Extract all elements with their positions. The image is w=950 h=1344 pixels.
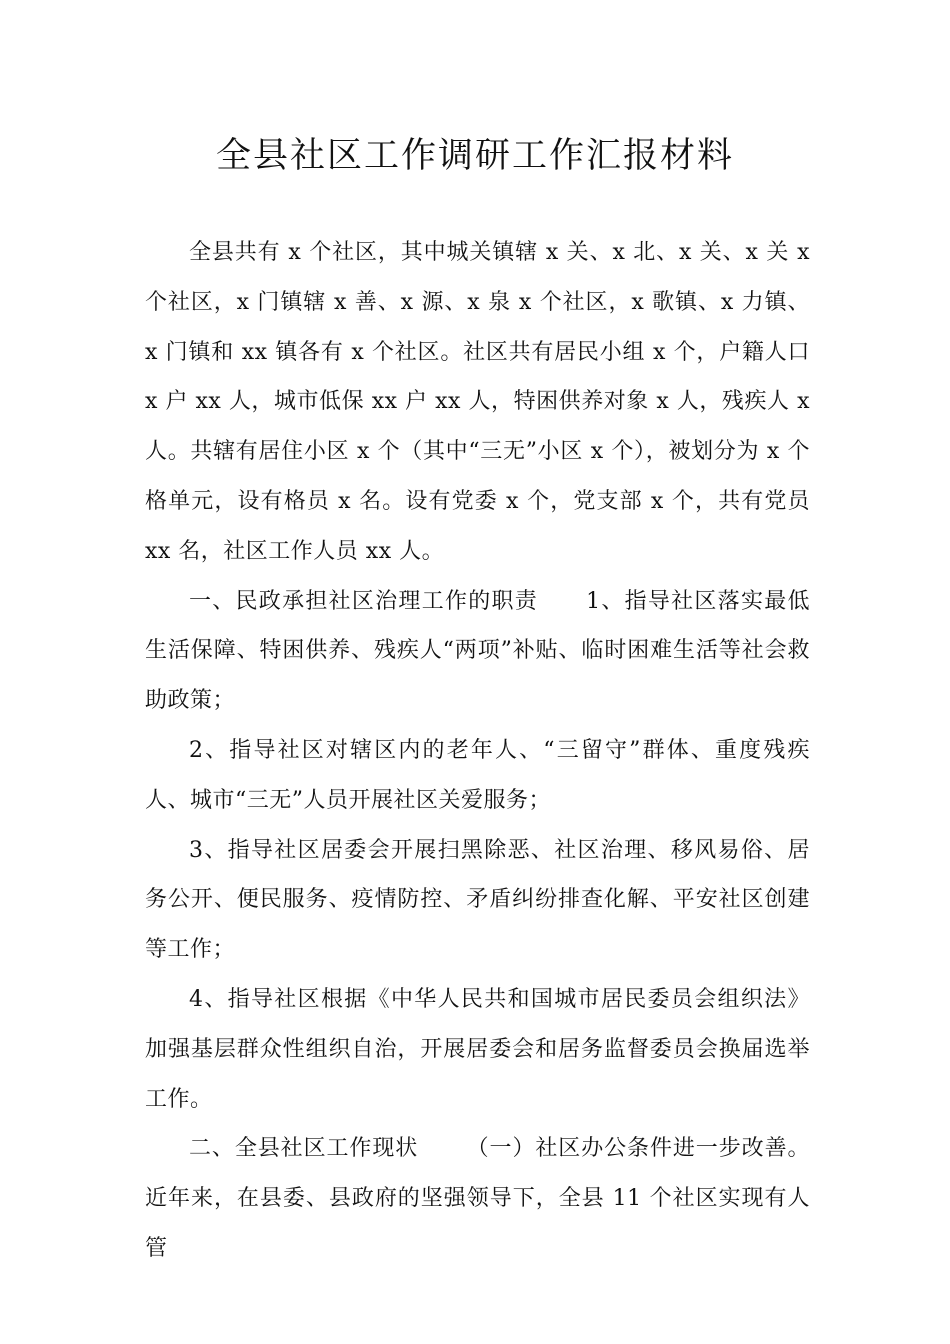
paragraph-section-2 [145, 1124, 810, 1273]
paragraph-duty-2: 2、指导社区对辖区内的老年人、“三留守”群体、重度残疾人、城市“三无”人员开展社区关爱服务； [145, 737, 810, 813]
section-heading: 一、民政承担社区治理工作的职责 [189, 588, 539, 614]
paragraph-text: （一）社区办公条件进一步改善。近年来，在县委、县政府的坚强领导下，全县 11 个社区实现有人管 [145, 1136, 810, 1261]
paragraph-duty-4: 4、指导社区根据《中华人民共和国城市居民委员会组织法》加强基层群众性组织自治，开展居委会和居务监督委员会换届选举工作。 [145, 986, 810, 1112]
document-title: 全县社区工作调研工作汇报材料 [215, 136, 734, 176]
section-heading: 二、全县社区工作现状 [189, 1136, 419, 1162]
paragraph-duty-3: 3、指导社区居委会开展扫黑除恶、社区治理、移风易俗、居务公开、便民服务、疫情防控、矛盾纠纷排查化解、平安社区创建等工作； [145, 837, 810, 963]
paragraph-text: 1、指导社区落实最低生活保障、特困供养、残疾人“两项”补贴、临时困难生活等社会救助政策； [145, 588, 810, 714]
paragraph-section-1 [145, 577, 810, 726]
paragraph-overview: 全县共有 x 个社区，其中城关镇辖 x 关、x 北、x 关、x 关 x 个社区，x 门镇辖 x 善、x 源、x 泉 x 个社区，x 歌镇、x 力镇、x 门镇和 xx 镇各有 x 个社区。社区共有居民小组 x 个，户籍人口 x 户 xx 人，城市低保 xx 户 xx 人，特困供养对象 x 人，残疾人 x 人。共辖有居住小区 x 个（其中“三无”小区 x 个），被划分为 x 个格单元，设有格员 x 名。设有党委 x 个，党支部 x 个，共有党员 xx 名，社区工作人员 xx 人。 [145, 240, 810, 564]
document-body [145, 228, 810, 1274]
